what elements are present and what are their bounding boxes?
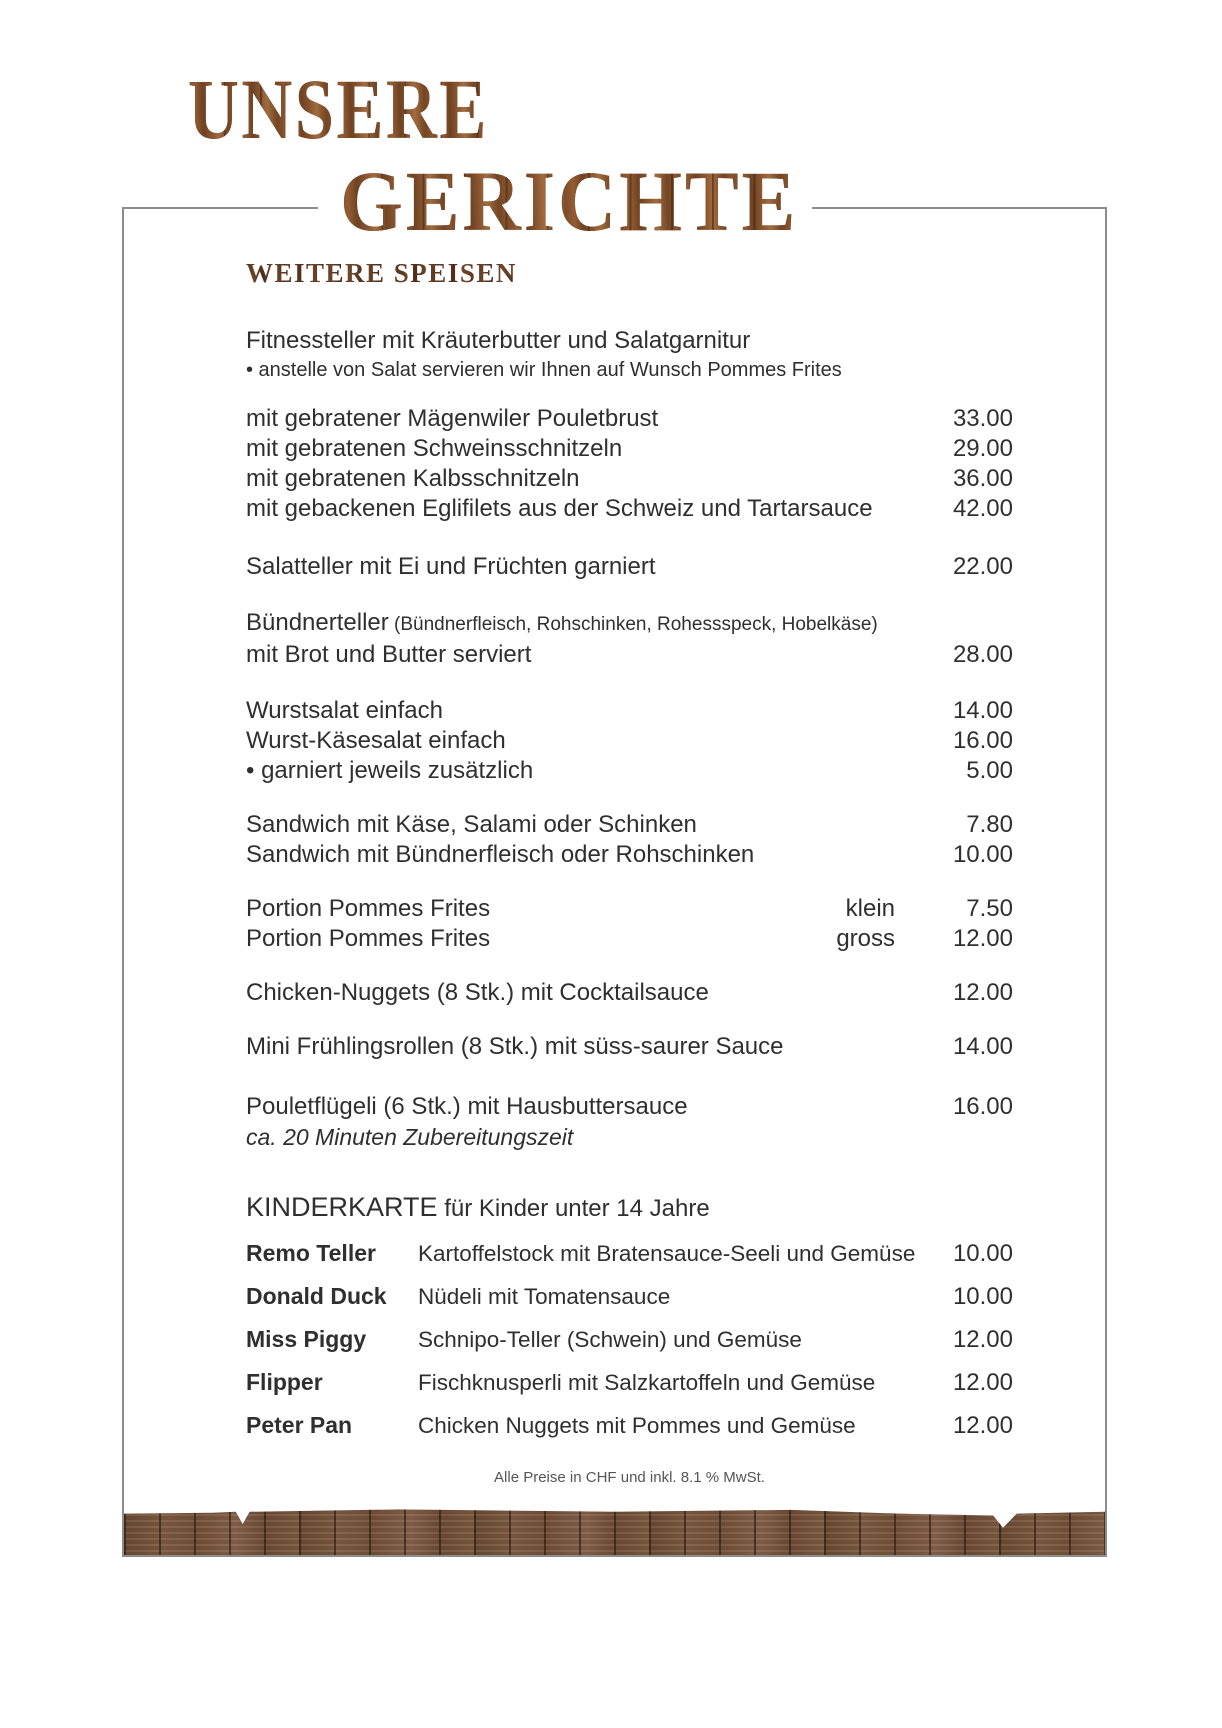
size-label: gross xyxy=(836,925,895,952)
kid-item-name: Flipper xyxy=(246,1369,323,1395)
menu-row xyxy=(246,464,1013,494)
page-title-line1: UNSERE xyxy=(188,61,489,157)
menu-row xyxy=(246,1122,1013,1152)
kid-item-name: Donald Duck xyxy=(246,1283,387,1309)
item-price: 33.00 xyxy=(952,405,1013,432)
item-text: ca. 20 Minuten Zubereitungszeit xyxy=(246,1124,574,1150)
item-text: Wurstsalat einfach xyxy=(246,697,443,724)
menu-group xyxy=(246,326,1013,384)
item-text: Sandwich mit Käse, Salami oder Schinken xyxy=(246,811,697,838)
menu-row xyxy=(246,1092,1013,1122)
menu-row xyxy=(246,756,1013,786)
kinderkarte-heading-row xyxy=(246,1190,1013,1226)
menu-row xyxy=(246,608,1013,640)
kid-item-price: 10.00 xyxy=(952,1240,1013,1267)
menu-group xyxy=(246,894,1013,954)
kid-menu-row xyxy=(246,1324,1013,1355)
kid-menu-row xyxy=(246,1238,1013,1269)
section-heading: WEITERE SPEISEN xyxy=(246,258,517,288)
kid-item-price: 12.00 xyxy=(952,1369,1013,1396)
menu-row xyxy=(246,494,1013,524)
footer-note: Alle Preise in CHF und inkl. 8.1 % MwSt. xyxy=(494,1469,765,1486)
menu-row xyxy=(246,434,1013,464)
page-title-line2: GERICHTE xyxy=(340,153,799,249)
menu-row xyxy=(246,1032,1013,1062)
item-suffix: (Bündnerfleisch, Rohschinken, Rohessspeck, Hobelkäse) xyxy=(388,614,878,635)
item-price: 29.00 xyxy=(952,435,1013,462)
kid-item-name: Remo Teller xyxy=(246,1240,376,1266)
item-text: Chicken-Nuggets (8 Stk.) mit Cocktailsauce xyxy=(246,979,709,1006)
kid-menu-row xyxy=(246,1367,1013,1398)
item-price: 12.00 xyxy=(952,979,1013,1006)
kid-item-description: Nüdeli mit Tomatensauce xyxy=(418,1284,671,1309)
menu-row xyxy=(246,640,1013,670)
kid-item-description: Fischknusperli mit Salzkartoffeln und Gemüse xyxy=(418,1370,876,1395)
kid-item-price: 12.00 xyxy=(952,1326,1013,1353)
kinderkarte-subheading: für Kinder unter 14 Jahre xyxy=(444,1195,710,1222)
menu-row xyxy=(246,696,1013,726)
menu-row xyxy=(246,924,1013,954)
item-price: 10.00 xyxy=(952,841,1013,868)
item-text: Fitnessteller mit Kräuterbutter und Salatgarnitur xyxy=(246,327,751,354)
menu-group xyxy=(246,608,1013,670)
item-text: Bündnerteller (Bündnerfleisch, Rohschinken, Rohessspeck, Hobelkäse) xyxy=(246,609,878,636)
item-text: mit gebratenen Schweinsschnitzeln xyxy=(246,435,623,462)
item-price: 36.00 xyxy=(952,465,1013,492)
item-price: 16.00 xyxy=(952,727,1013,754)
menu-group xyxy=(246,696,1013,786)
item-price: 5.00 xyxy=(966,757,1013,784)
menu-group xyxy=(246,978,1013,1008)
kinderkarte-section xyxy=(246,1190,1013,1441)
menu-content xyxy=(246,326,1013,1486)
menu-row xyxy=(246,404,1013,434)
item-price: 42.00 xyxy=(952,495,1013,522)
item-text: Mini Frühlingsrollen (8 Stk.) mit süss-saurer Sauce xyxy=(246,1033,784,1060)
kid-item-price: 12.00 xyxy=(952,1412,1013,1439)
kid-item-description: Kartoffelstock mit Bratensauce-Seeli und Gemüse xyxy=(418,1241,916,1266)
item-text: mit gebackenen Eglifilets aus der Schweiz und Tartarsauce xyxy=(246,495,873,522)
kid-menu-row xyxy=(246,1410,1013,1441)
kid-item-price: 10.00 xyxy=(952,1283,1013,1310)
menu-sections xyxy=(246,326,1013,1152)
menu-row xyxy=(246,356,1013,384)
item-price: 28.00 xyxy=(952,641,1013,668)
item-price: 12.00 xyxy=(952,925,1013,952)
menu-row xyxy=(246,978,1013,1008)
kinderkarte-rows xyxy=(246,1238,1013,1441)
item-text: • anstelle von Salat servieren wir Ihnen auf Wunsch Pommes Frites xyxy=(246,359,842,381)
menu-group xyxy=(246,810,1013,870)
item-price: 22.00 xyxy=(952,553,1013,580)
menu-row xyxy=(246,326,1013,356)
item-price: 16.00 xyxy=(952,1093,1013,1120)
item-price: 7.80 xyxy=(966,811,1013,838)
menu-group xyxy=(246,404,1013,524)
kid-item-name: Miss Piggy xyxy=(246,1326,367,1352)
item-text: Portion Pommes Frites xyxy=(246,925,491,952)
menu-row xyxy=(246,894,1013,924)
size-label: klein xyxy=(845,895,895,922)
item-text: Wurst-Käsesalat einfach xyxy=(246,727,506,754)
item-text: Pouletflügeli (6 Stk.) mit Hausbuttersauce xyxy=(246,1093,688,1120)
kid-item-name: Peter Pan xyxy=(246,1412,353,1438)
item-text: Portion Pommes Frites xyxy=(246,895,491,922)
item-price: 14.00 xyxy=(952,697,1013,724)
item-text: mit gebratener Mägenwiler Pouletbrust xyxy=(246,405,659,432)
kinderkarte-heading: KINDERKARTE xyxy=(246,1192,438,1222)
item-text: Sandwich mit Bündnerfleisch oder Rohschinken xyxy=(246,841,755,868)
menu-row xyxy=(246,552,1013,582)
kid-menu-row xyxy=(246,1281,1013,1312)
item-text: Salatteller mit Ei und Früchten garniert xyxy=(246,553,656,580)
item-text: • garniert jeweils zusätzlich xyxy=(246,757,534,784)
item-price: 7.50 xyxy=(966,895,1013,922)
menu-group xyxy=(246,552,1013,582)
menu-row xyxy=(246,840,1013,870)
item-text: mit Brot und Butter serviert xyxy=(246,641,532,668)
item-text: mit gebratenen Kalbsschnitzeln xyxy=(246,465,580,492)
menu-row xyxy=(246,726,1013,756)
kid-item-description: Chicken Nuggets mit Pommes und Gemüse xyxy=(418,1413,856,1438)
menu-group xyxy=(246,1092,1013,1152)
wood-plank-strip xyxy=(124,1508,1105,1555)
menu-group xyxy=(246,1032,1013,1062)
menu-row xyxy=(246,810,1013,840)
kid-item-description: Schnipo-Teller (Schwein) und Gemüse xyxy=(418,1327,802,1352)
item-price: 14.00 xyxy=(952,1033,1013,1060)
